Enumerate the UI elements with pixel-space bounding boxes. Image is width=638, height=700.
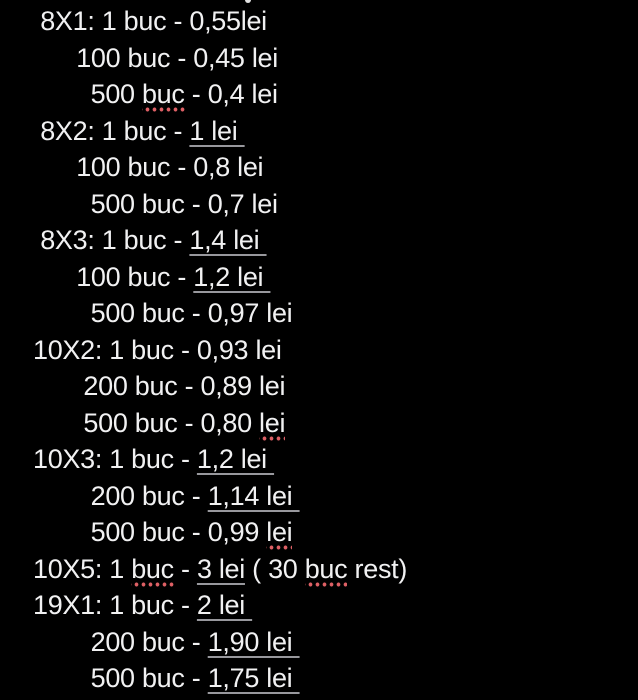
line-text: rest) — [347, 553, 408, 584]
price-line — [33, 76, 638, 113]
price-line — [33, 295, 638, 332]
price-line — [33, 478, 638, 515]
line-text: 10X2: 1 buc - 0,93 lei — [33, 334, 282, 365]
line-text: 500 buc - 0,97 lei — [33, 298, 293, 328]
price-line — [33, 405, 638, 442]
line-text: 10X5: 1 — [33, 553, 132, 584]
price-line — [33, 222, 638, 259]
underlined-price: 2 lei — [196, 590, 253, 620]
price-line — [33, 660, 638, 697]
price-line — [33, 441, 638, 478]
underlined-price: 1,75 lei — [207, 663, 300, 693]
price-line — [33, 149, 638, 186]
misspelled-word: buc — [131, 554, 174, 587]
misspelled-word: lei — [259, 408, 285, 441]
line-text: 500 buc - 0,99 — [33, 517, 267, 547]
price-line — [33, 332, 638, 369]
line-text: - — [173, 553, 197, 584]
line-text: 200 buc - — [33, 626, 208, 657]
price-line — [33, 40, 638, 77]
line-text: 200 buc - — [33, 480, 208, 511]
line-text: 500 buc - 0,7 lei — [33, 188, 278, 219]
underlined-price: 1,14 lei — [207, 480, 300, 511]
price-line — [33, 514, 638, 551]
misspelled-word: lei — [266, 517, 292, 550]
line-text: 500 — [33, 79, 142, 109]
line-text: 100 buc - 0,45 lei — [33, 42, 278, 73]
misspelled-word: buc — [142, 79, 185, 112]
line-text: 500 buc - 0,80 — [33, 407, 260, 438]
price-line — [33, 624, 638, 661]
line-text: ( 30 — [244, 553, 305, 584]
line-text: 500 buc - — [33, 663, 208, 693]
line-text: 8X3: 1 buc - — [33, 225, 190, 255]
price-line — [33, 113, 638, 150]
underlined-price: 1,90 lei — [207, 626, 300, 657]
price-line — [33, 368, 638, 405]
line-text: 100 buc - 0,8 lei — [33, 152, 264, 182]
underlined-price: 1,4 lei — [189, 225, 267, 255]
line-text: 10X3: 1 buc - — [33, 444, 197, 474]
price-line — [33, 551, 638, 588]
price-line — [33, 186, 638, 223]
line-text: 100 buc - — [33, 261, 194, 292]
underlined-price: 3 lei — [196, 553, 245, 584]
misspelled-word: buc — [305, 554, 348, 587]
underlined-price: 1 lei — [189, 115, 245, 146]
price-line — [33, 3, 638, 40]
line-text: 8X2: 1 buc - — [33, 115, 190, 146]
line-text: 200 buc - 0,89 lei — [33, 371, 286, 401]
underlined-price: 1,2 lei — [193, 261, 271, 292]
line-text: 8X1: 1 buc - 0,55lei — [33, 6, 267, 36]
line-text: 19X1: 1 buc - — [33, 590, 197, 620]
price-line — [33, 587, 638, 624]
line-text: - 0,4 lei — [184, 79, 278, 109]
price-line — [33, 259, 638, 296]
underlined-price: 1,2 lei — [196, 444, 275, 474]
